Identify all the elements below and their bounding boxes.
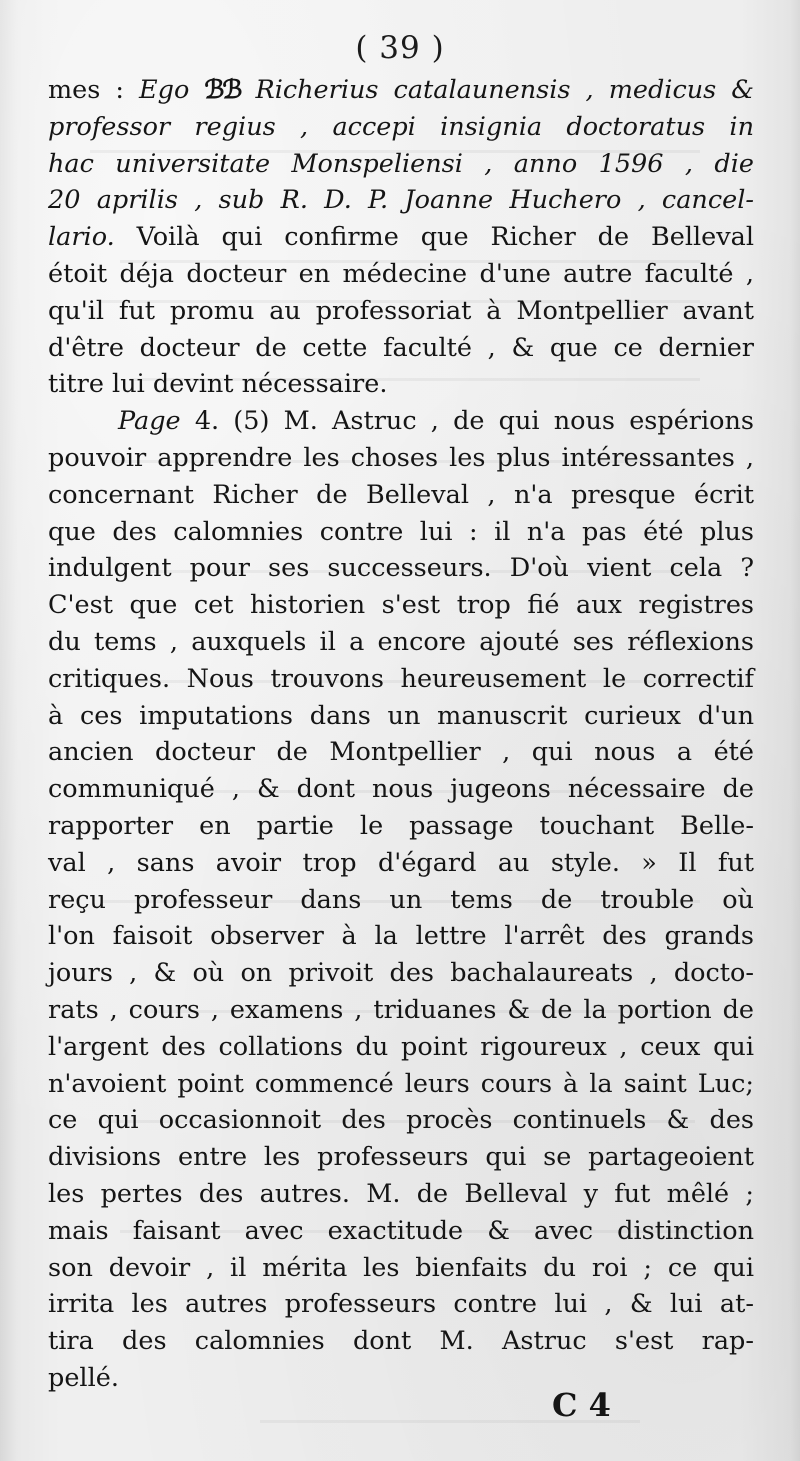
text-line (48, 1286, 754, 1323)
text-line (48, 1176, 754, 1213)
text-segment: à ces imputations dans un manuscrit curieux d'un (48, 700, 754, 731)
text-segment: 4. (5) M. Astruc , de qui nous espérions (194, 406, 754, 437)
text-line (48, 109, 754, 146)
text-segment: Page (118, 406, 195, 437)
text-line (48, 440, 754, 477)
text-segment: ancien docteur de Montpellier , qui nous a été (48, 737, 754, 768)
text-line (48, 698, 754, 735)
text-line (48, 992, 754, 1029)
text-segment: les pertes des autres. M. de Belleval y fut mêlé ; (48, 1178, 754, 1209)
text-segment: mais faisant avec exactitude & avec distinction (48, 1215, 754, 1246)
text-line (48, 256, 754, 293)
text-segment: professor regius , accepi insignia doctoratus in (48, 111, 754, 142)
text-segment: l'on faisoit observer à la lettre l'arrêt des grands (48, 921, 754, 952)
text-line (48, 72, 754, 109)
text-segment: son devoir , il mérita les bienfaits du roi ; ce qui (48, 1252, 754, 1283)
text-line (48, 661, 754, 698)
text-segment: ce qui occasionnoit des procès continuels & des (48, 1105, 754, 1136)
text-segment: 20 aprilis , sub R. D. P. Joanne Huchero , cancel- (48, 185, 754, 216)
text-segment: Richerius catalaunensis , medicus & (240, 75, 754, 105)
text-segment: communiqué , & dont nous jugeons nécessaire de (48, 774, 754, 805)
text-line (48, 146, 754, 183)
catchword: C 4 (552, 1386, 611, 1424)
text-line (48, 1139, 754, 1176)
text-segment: jours , & où on privoit des bachalaureats , docto- (48, 958, 754, 989)
text-line (48, 771, 754, 808)
text-segment: l'argent des collations du point rigoureux , ceux qui (48, 1031, 754, 1062)
text-segment: val , sans avoir trop d'égard au style. » Il fut (48, 847, 754, 878)
text-line (48, 182, 754, 219)
text-segment: tira des calomnies dont M. Astruc s'est rap- (48, 1326, 754, 1357)
text-segment: concernant Richer de Belleval , n'a presque écrit (48, 479, 754, 510)
text-segment: n'avoient point commencé leurs cours à la saint Luc; (48, 1068, 754, 1099)
text-line (48, 587, 754, 624)
text-segment: étoit déja docteur en médecine d'une autre faculté , (48, 258, 754, 289)
text-segment: mes : (48, 75, 140, 105)
printed-ligature-mark: ℬℬ (204, 75, 241, 105)
text-segment: rats , cours , examens , triduanes & de la portion de (48, 994, 754, 1025)
text-line (48, 624, 754, 661)
text-line (48, 550, 754, 587)
text-line (48, 1250, 754, 1287)
text-segment: pouvoir apprendre les choses les plus intéressantes , (48, 442, 754, 473)
text-line (48, 403, 754, 440)
text-line (48, 1029, 754, 1066)
text-line (48, 330, 754, 367)
text-segment: divisions entre les professeurs qui se partageoient (48, 1142, 754, 1173)
text-line (48, 734, 754, 771)
text-segment: reçu professeur dans un tems de trouble où (48, 884, 754, 915)
text-segment: rapporter en partie le passage touchant Belle- (48, 810, 754, 841)
body-text (48, 72, 754, 1397)
text-line (48, 882, 754, 919)
text-segment: C'est que cet historien s'est trop fié aux registres (48, 590, 754, 621)
text-segment: irrita les autres professeurs contre lui , & lui at- (48, 1289, 754, 1320)
text-segment: lario. (48, 222, 137, 253)
page-number: ( 39 ) (355, 30, 445, 66)
text-line (48, 918, 754, 955)
text-segment: pellé. (48, 1362, 119, 1393)
text-segment: hac universitate Monspeliensi , anno 1596 , die (48, 148, 754, 179)
text-line (48, 1323, 754, 1360)
text-line (48, 219, 754, 256)
text-line (48, 1213, 754, 1250)
text-segment: qu'il fut promu au professoriat à Montpellier avant (48, 295, 754, 326)
text-segment: que des calomnies contre lui : il n'a pas été plus (48, 516, 754, 547)
text-segment: d'être docteur de cette faculté , & que ce dernier (48, 332, 754, 363)
text-line (48, 1360, 754, 1397)
text-segment: Voilà qui confirme que Richer de Belleval (136, 222, 754, 253)
text-segment: Ego (139, 75, 205, 105)
text-segment: titre lui devint nécessaire. (48, 369, 388, 400)
text-line (48, 1102, 754, 1139)
text-line (48, 808, 754, 845)
text-segment: critiques. Nous trouvons heureusement le correctif (48, 663, 754, 694)
text-line (48, 514, 754, 551)
text-line (48, 366, 754, 403)
text-line (48, 1066, 754, 1103)
text-line (48, 293, 754, 330)
text-line (48, 477, 754, 514)
text-line (48, 955, 754, 992)
text-segment: du tems , auxquels il a encore ajouté ses réflexions (48, 626, 754, 657)
text-line (48, 845, 754, 882)
text-segment: indulgent pour ses successeurs. D'où vient cela ? (48, 553, 754, 584)
